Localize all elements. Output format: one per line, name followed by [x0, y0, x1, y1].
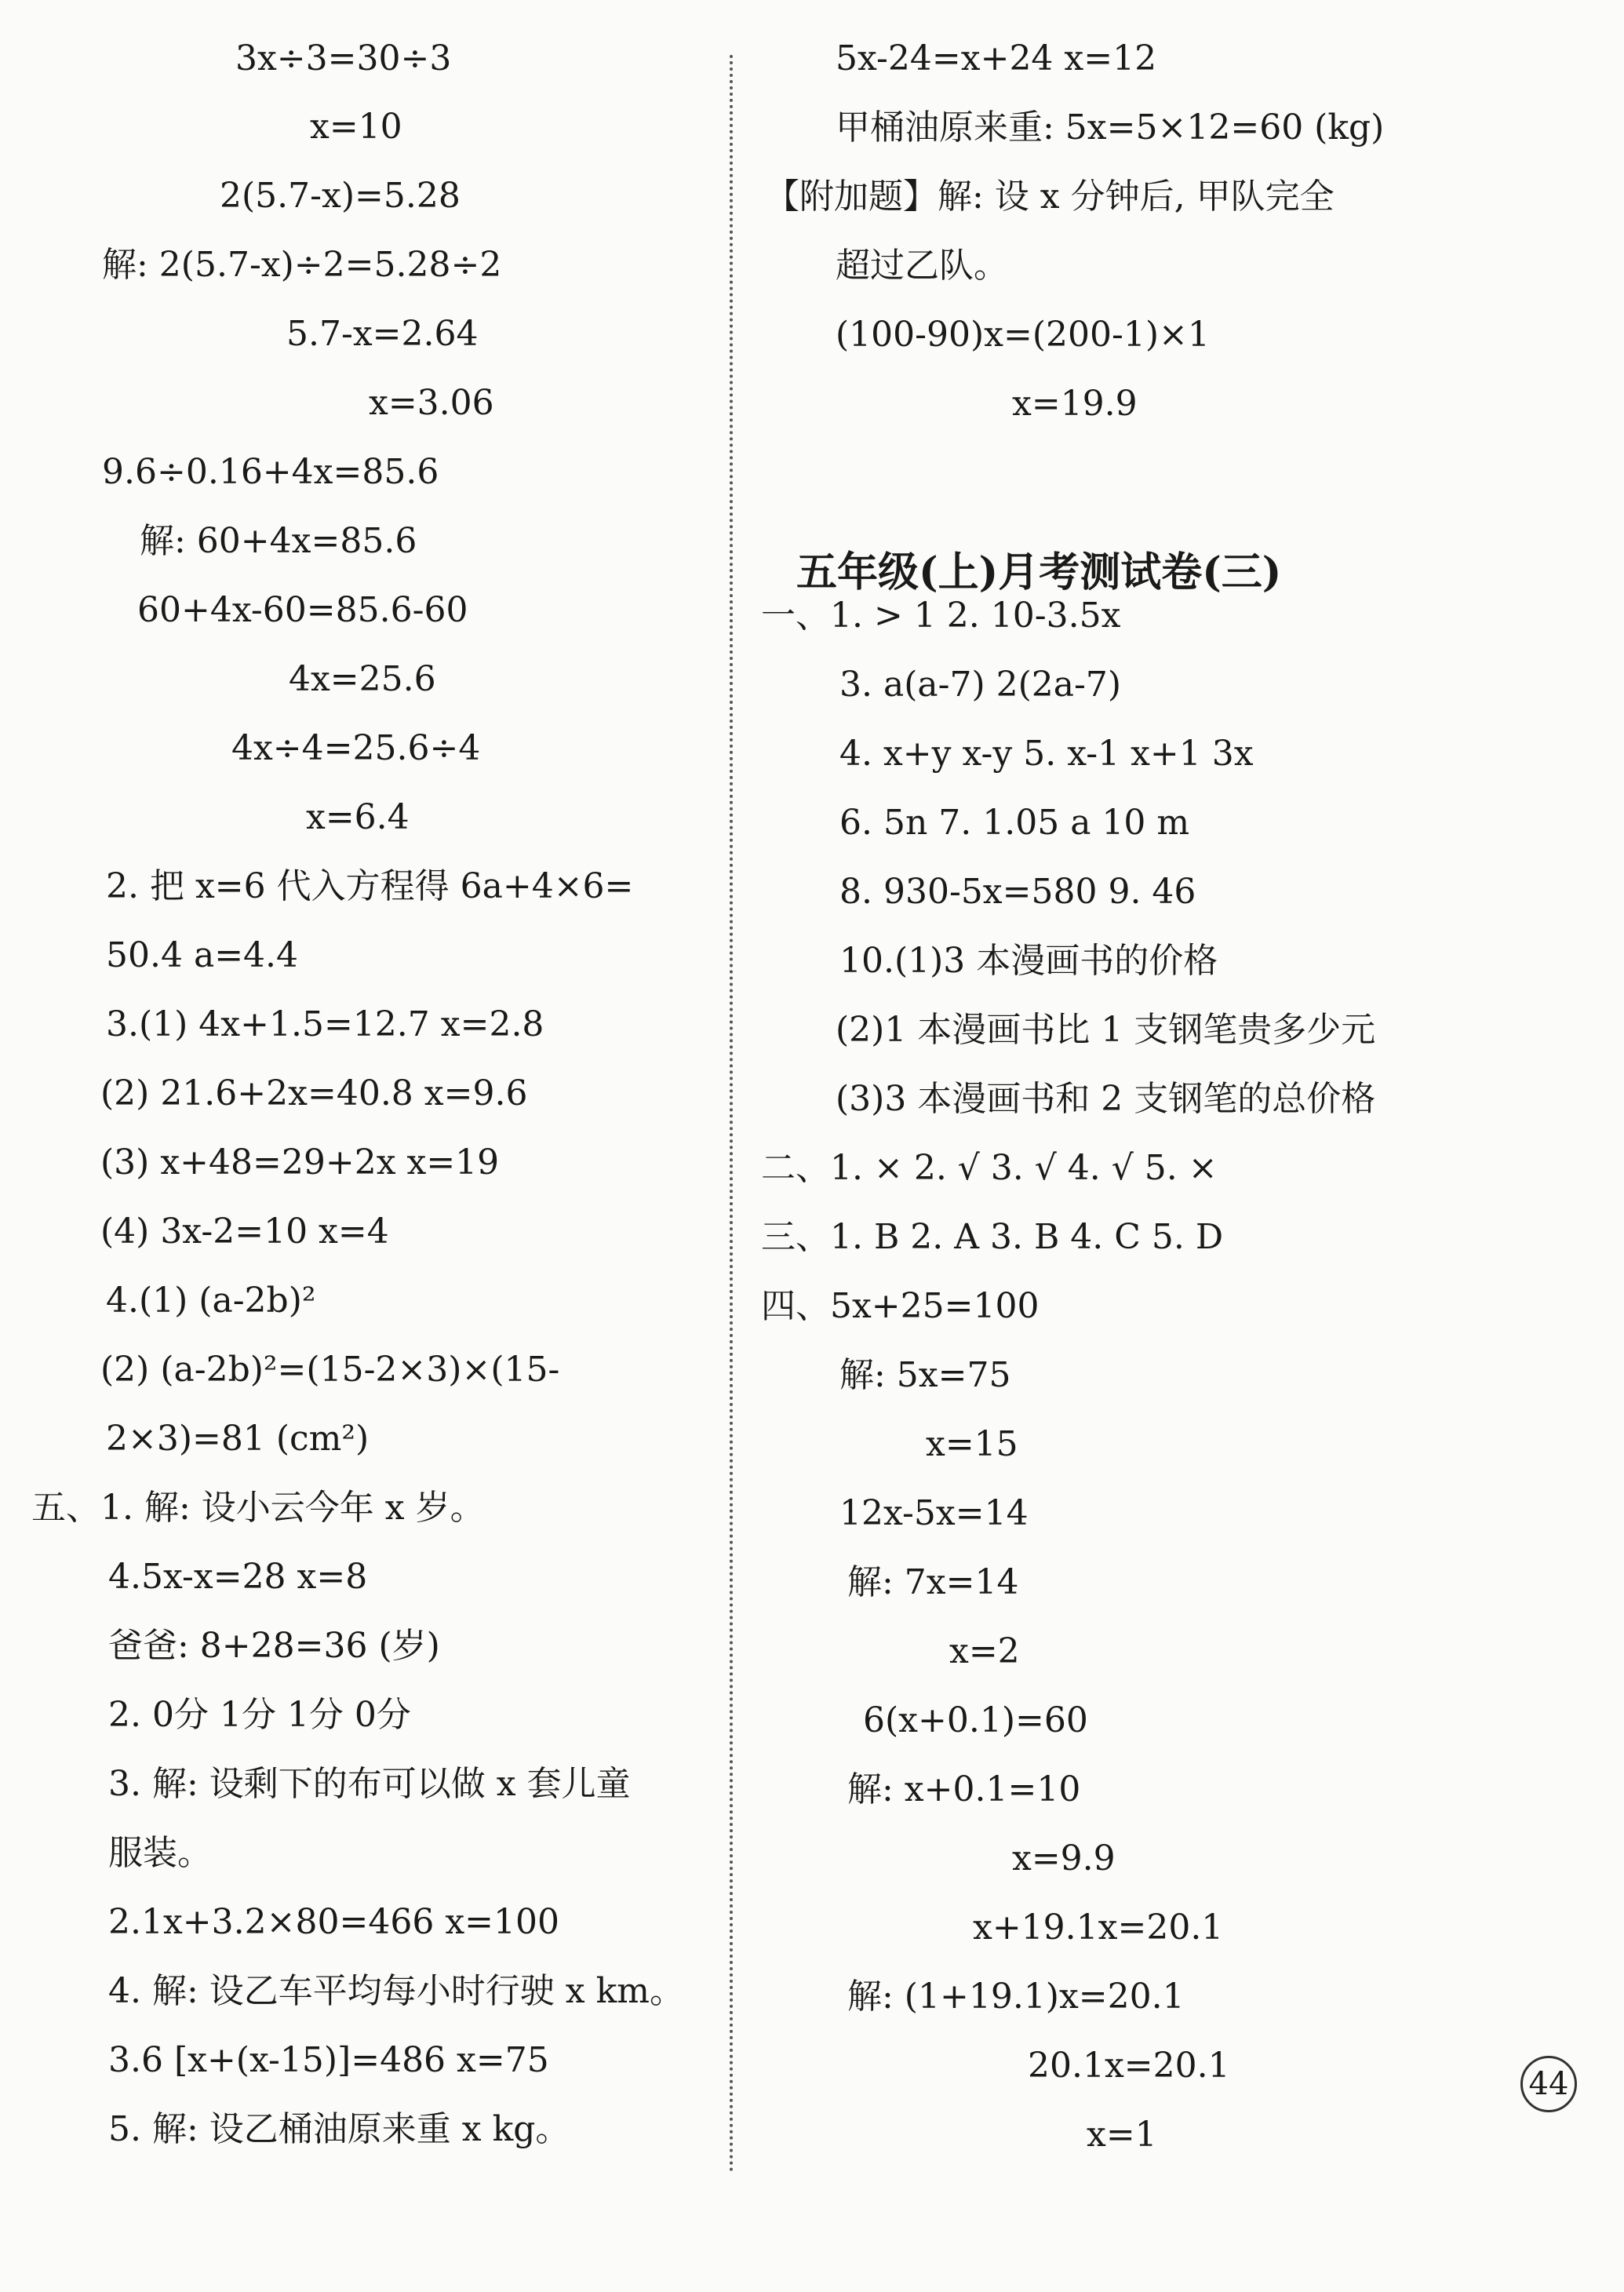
answer-line: 50.4 a=4.4: [106, 935, 299, 975]
answer-line: 3x÷3=30÷3: [235, 38, 452, 78]
answer-line: 解: 2(5.7-x)÷2=5.28÷2: [102, 245, 502, 285]
answer-line: (3) x+48=29+2x x=19: [100, 1142, 500, 1182]
answer-line: x=6.4: [306, 797, 410, 837]
answer-line: 甲桶油原来重: 5x=5×12=60 (kg): [836, 107, 1385, 148]
answer-line: 服装。: [108, 1833, 212, 1873]
answer-line: x=19.9: [1012, 384, 1138, 424]
answer-line: 60+4x-60=85.6-60: [137, 590, 468, 630]
answer-line: 6(x+0.1)=60: [863, 1700, 1088, 1740]
answer-line: 2×3)=81 (cm²): [106, 1419, 370, 1459]
answer-line: 2. 把 x=6 代入方程得 6a+4×6=: [106, 866, 634, 906]
answer-line: 10.(1)3 本漫画书的价格: [839, 941, 1218, 981]
answer-line: (100-90)x=(200-1)×1: [836, 315, 1210, 355]
answer-line: 2.1x+3.2×80=466 x=100: [108, 1902, 559, 1942]
answer-line: x=9.9: [1012, 1838, 1116, 1878]
answer-line: 4.5x-x=28 x=8: [108, 1557, 368, 1597]
answer-line: 5.7-x=2.64: [286, 314, 479, 354]
answer-line: 超过乙队。: [836, 246, 1008, 286]
answer-line: 3. 解: 设剩下的布可以做 x 套儿童: [108, 1764, 631, 1804]
answer-line: (3)3 本漫画书和 2 支钢笔的总价格: [836, 1079, 1376, 1119]
answer-line: 5. 解: 设乙桶油原来重 x kg。: [108, 2109, 570, 2149]
page-number: 44: [1520, 2056, 1577, 2112]
answer-line: 二、1. × 2. √ 3. √ 4. √ 5. ×: [761, 1148, 1218, 1188]
answer-line: x=3.06: [369, 383, 494, 423]
answer-line: 12x-5x=14: [839, 1493, 1029, 1533]
answer-line: 6. 5n 7. 1.05 a 10 m: [839, 803, 1190, 843]
answer-line: (4) 3x-2=10 x=4: [100, 1212, 389, 1252]
answer-line: x=15: [926, 1424, 1018, 1464]
answer-line: 解: 7x=14: [847, 1562, 1019, 1602]
answer-line: (2) 21.6+2x=40.8 x=9.6: [100, 1073, 528, 1113]
answer-line: x=10: [310, 107, 402, 147]
answer-line: 20.1x=20.1: [1028, 2046, 1230, 2086]
column-divider: [730, 55, 733, 2174]
answer-line: 解: (1+19.1)x=20.1: [847, 1977, 1185, 2017]
answer-line: 2. 0分 1分 1分 0分: [108, 1695, 411, 1735]
answer-line: x+19.1x=20.1: [973, 1908, 1224, 1948]
answer-line: 解: 5x=75: [839, 1355, 1011, 1395]
answer-line: 3. a(a-7) 2(2a-7): [839, 665, 1122, 705]
section-title: 五年级(上)月考测试卷(三): [796, 548, 1282, 596]
answer-line: 4x÷4=25.6÷4: [231, 728, 481, 768]
answer-line: x=2: [949, 1631, 1020, 1671]
answer-line: 4. x+y x-y 5. x-1 x+1 3x: [839, 734, 1254, 774]
answer-line: 9.6÷0.16+4x=85.6: [102, 452, 439, 492]
answer-line: 四、5x+25=100: [761, 1286, 1040, 1326]
answer-line: 【附加题】解: 设 x 分钟后, 甲队完全: [765, 177, 1335, 217]
answer-line: 爸爸: 8+28=36 (岁): [108, 1626, 440, 1666]
answer-line: (2)1 本漫画书比 1 支钢笔贵多少元: [836, 1010, 1376, 1050]
answer-line: 5x-24=x+24 x=12: [836, 38, 1157, 78]
answer-line: (2) (a-2b)²=(15-2×3)×(15-: [100, 1350, 560, 1390]
answer-line: 8. 930-5x=580 9. 46: [839, 872, 1196, 912]
answer-line: 五、1. 解: 设小云今年 x 岁。: [31, 1488, 485, 1528]
answer-line: 一、1. > 1 2. 10-3.5x: [761, 596, 1121, 636]
answer-line: 解: 60+4x=85.6: [140, 521, 417, 561]
answer-line: 4. 解: 设乙车平均每小时行驶 x km。: [108, 1971, 684, 2011]
answer-line: 4x=25.6: [289, 659, 436, 699]
answer-line: 4.(1) (a-2b)²: [106, 1281, 316, 1321]
answer-line: 解: x+0.1=10: [847, 1769, 1081, 1809]
answer-line: 3.(1) 4x+1.5=12.7 x=2.8: [106, 1004, 544, 1044]
answer-line: 三、1. B 2. A 3. B 4. C 5. D: [761, 1217, 1224, 1257]
answer-line: 3.6 [x+(x-15)]=486 x=75: [108, 2040, 549, 2080]
answer-line: 2(5.7-x)=5.28: [220, 176, 461, 216]
answer-line: x=1: [1087, 2115, 1157, 2155]
